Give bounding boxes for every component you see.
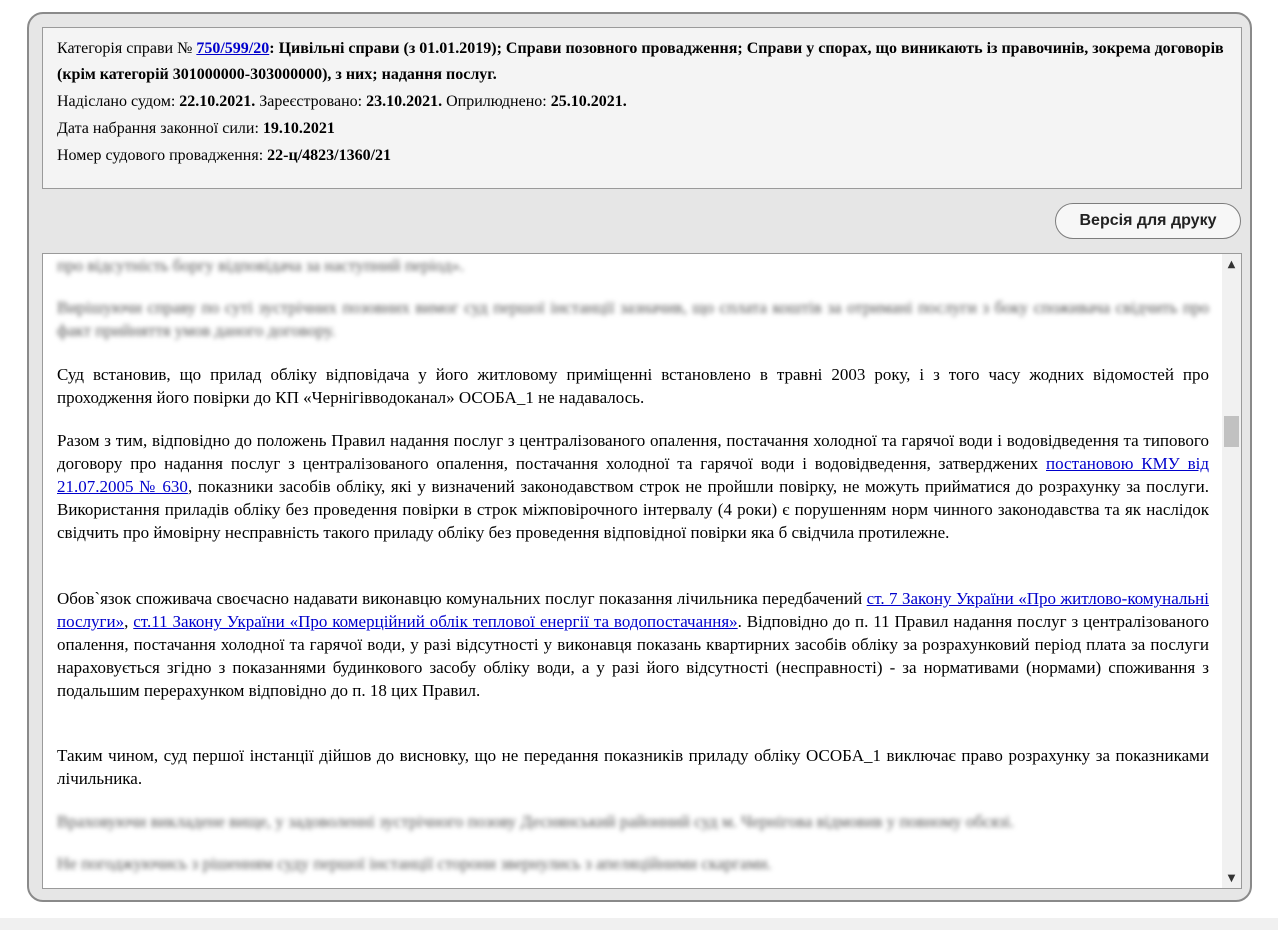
sent-label: Надіслано судом: <box>57 93 176 110</box>
dates-row <box>57 89 1227 115</box>
print-version-button[interactable]: Версія для друку <box>1055 203 1241 239</box>
case-panel <box>27 12 1252 902</box>
law-housing-services-link[interactable]: ст. 7 Закону України «Про житлово-комунальні послуги» <box>57 589 1209 631</box>
proceeding-row <box>57 143 1227 169</box>
paragraph-text: Разом з тим, відповідно до положень Правил надання послуг з централізованого опалення, постачання холодної та гарячої води і водовідведення та типового договору про надання послуг з централізованого опалення, постачання холодної та гарячої води і водовідведення, затверджених <box>57 431 1209 473</box>
category-text: : Цивільні справи (з 01.01.2019); Справи позовного провадження; Справи у спорах, що виникають із правочинів, зокрема договорів (крім категорій 301000000-303000000), з них; надання послуг. <box>57 40 1224 83</box>
paragraph-text: , <box>124 612 134 631</box>
proceeding-label: Номер судового провадження: <box>57 147 264 164</box>
case-category <box>57 36 1227 88</box>
case-info-box <box>42 27 1242 189</box>
paragraph-rules <box>57 429 1209 544</box>
document-text-frame[interactable] <box>42 253 1242 889</box>
blurred-paragraph: Вирішуючи справу по суті зустрічних позовних вимог суд першої інстанції зазначив, що сплата коштів за отримані послуги з боку споживача свідчить про факт прийняття умов даного договору. <box>57 298 1209 340</box>
law-commercial-accounting-link[interactable]: ст.11 Закону України «Про комерційний облік теплової енергії та водопостачання» <box>133 612 738 631</box>
kmu-resolution-link[interactable]: постановою КМУ від 21.07.2005 № 630 <box>57 454 1209 496</box>
category-label: Категорія справи № <box>57 40 193 57</box>
scroll-up-icon[interactable]: ▲ <box>1227 258 1236 270</box>
paragraph-text: Обов`язок споживача своєчасно надавати виконавцю комунальних послуг показання лічильника передбачений <box>57 589 867 608</box>
published-date: 25.10.2021. <box>550 93 627 110</box>
blurred-paragraph: Не погоджуючись з рішенням суду першої інстанції сторони звернулись з апеляційними скаргами. <box>57 854 772 873</box>
paragraph-obligation <box>57 587 1209 702</box>
paragraph-text: , показники засобів обліку, які у визначений законодавством строк не пройшли повірку, не можуть прийматися до розрахунку за послуги. Використання приладів обліку без проведення повірки в строк міжповірочного інтервалу (4 роки) є порушенням норм чинного законодавства та як наслідок свідчить про ймовірну несправність такого приладу обліку без проведення відповідної повірки яка б свідчила протилежне. <box>57 477 1209 542</box>
sent-date: 22.10.2021. <box>179 93 256 110</box>
paragraph-meter-installed: Суд встановив, що прилад обліку відповідача у його житловому приміщенні встановлено в травні 2003 року, і з того часу жодних відомостей про проходження його повірки до КП «Чернігівводоканал» ОСОБА_1 не надавалось. <box>57 365 1209 407</box>
vertical-scrollbar[interactable] <box>1222 254 1241 888</box>
paragraph-text: . Відповідно до п. 11 Правил надання послуг з централізованого опалення, постачання холодної та гарячої води, у разі відсутності у виконавця показань квартирних засобів обліку за розрахунковий період плата за послуги нараховується згідно з показаннями будинкового засобу обліку води, а у разі його відсутності (несправності) - за нормативами (нормами) споживання з подальшим перерахунком відповідно до п. 18 цих Правил. <box>57 612 1209 700</box>
proceeding-number: 22-ц/4823/1360/21 <box>267 147 392 164</box>
legal-force-label: Дата набрання законної сили: <box>57 120 259 137</box>
legal-force-date: 19.10.2021 <box>262 120 335 137</box>
scrollbar-thumb[interactable] <box>1224 416 1239 447</box>
page-bottom-strip <box>0 918 1278 930</box>
blurred-paragraph: про відсутність боргу відповідача за наступний період». <box>57 256 465 275</box>
registered-date: 23.10.2021. <box>366 93 443 110</box>
published-label: Оприлюднено: <box>446 93 547 110</box>
scroll-down-icon[interactable]: ▼ <box>1227 872 1236 884</box>
blurred-paragraph: Враховуючи викладене вище, у задоволенні зустрічного позову Деснянський районний суд м. Чернігова відмовив у повному обсязі. <box>57 812 1015 831</box>
registered-label: Зареєстровано: <box>259 93 363 110</box>
paragraph-conclusion: Таким чином, суд першої інстанції дійшов до висновку, що не передання показників приладу обліку ОСОБА_1 виключає право розрахунку за показниками лічильника. <box>57 746 1209 788</box>
case-number-link[interactable]: 750/599/20 <box>196 40 270 57</box>
legal-force-row <box>57 116 1227 142</box>
